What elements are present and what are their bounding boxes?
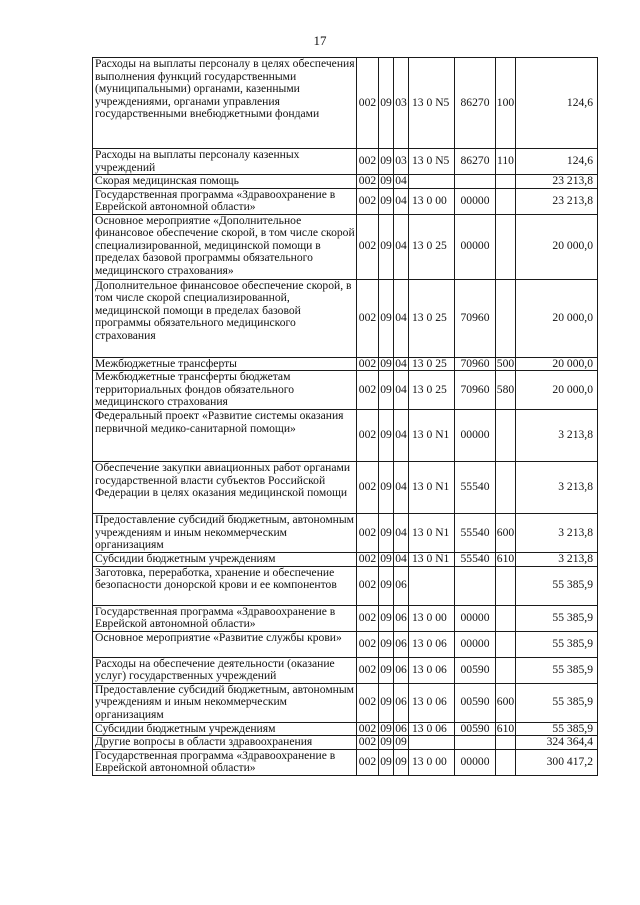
row-amount: 300 417,2 <box>516 749 598 775</box>
row-direction-code: 00000 <box>455 188 496 214</box>
row-section-code: 09 <box>379 58 394 149</box>
page-number: 17 <box>313 33 327 48</box>
row-amount: 3 213,8 <box>516 410 598 462</box>
row-section-code: 09 <box>379 410 394 462</box>
row-ved-code: 002 <box>357 279 379 357</box>
table-row <box>93 722 598 736</box>
row-direction-code: 55540 <box>455 462 496 514</box>
row-amount: 55 385,9 <box>516 631 598 657</box>
table-row <box>93 58 598 149</box>
row-amount: 23 213,8 <box>516 175 598 189</box>
row-subsection-code: 04 <box>394 410 409 462</box>
row-direction-code: 70960 <box>455 371 496 410</box>
row-amount: 23 213,8 <box>516 188 598 214</box>
row-name: Расходы на обеспечение деятельности (оказание услуг) государственных учреждений <box>93 657 357 683</box>
row-direction-code: 00000 <box>455 214 496 279</box>
row-direction-code: 70960 <box>455 279 496 357</box>
row-subsection-code: 06 <box>394 683 409 722</box>
row-amount: 20 000,0 <box>516 214 598 279</box>
row-program-code <box>409 175 455 189</box>
row-amount: 3 213,8 <box>516 553 598 567</box>
row-program-code: 13 0 25 <box>409 371 455 410</box>
row-amount: 20 000,0 <box>516 371 598 410</box>
row-program-code: 13 0 N5 <box>409 58 455 149</box>
budget-table-body <box>93 58 598 776</box>
row-expense-type-code <box>496 462 516 514</box>
row-section-code: 09 <box>379 214 394 279</box>
row-name: Межбюджетные трансферты <box>93 357 357 371</box>
row-subsection-code: 09 <box>394 749 409 775</box>
row-expense-type-code <box>496 631 516 657</box>
row-amount: 124,6 <box>516 149 598 175</box>
table-row <box>93 566 598 605</box>
row-subsection-code: 03 <box>394 149 409 175</box>
row-program-code <box>409 736 455 750</box>
row-expense-type-code <box>496 410 516 462</box>
row-subsection-code: 04 <box>395 174 407 187</box>
table-row <box>93 657 598 683</box>
row-program-code <box>409 566 455 605</box>
row-program-code: 13 0 N1 <box>409 553 455 567</box>
row-subsection-code: 04 <box>395 357 407 370</box>
row-section-code: 09 <box>379 279 394 357</box>
row-amount: 55 385,9 <box>516 605 598 631</box>
row-expense-type-code: 610 <box>496 552 515 565</box>
row-name: Межбюджетные трансферты бюджетам территориальных фондов обязательного медицинского страхования <box>93 371 357 410</box>
row-section-code: 09 <box>379 605 394 631</box>
row-direction-code: 00590 <box>455 683 496 722</box>
row-section-code: 09 <box>380 722 392 735</box>
row-expense-type-code <box>496 566 516 605</box>
row-subsection-code: 04 <box>394 514 409 553</box>
row-ved-code: 002 <box>357 214 379 279</box>
row-amount: 55 385,9 <box>516 722 598 736</box>
row-name: Государственная программа «Здравоохранение в Еврейской автономной области» <box>93 749 357 775</box>
row-expense-type-code <box>496 749 516 775</box>
table-row <box>93 462 598 514</box>
row-amount: 55 385,9 <box>516 683 598 722</box>
row-subsection-code: 06 <box>395 722 407 735</box>
budget-table <box>92 57 598 776</box>
row-program-code: 13 0 25 <box>409 357 455 371</box>
row-expense-type-code: 600 <box>496 683 516 722</box>
row-ved-code: 002 <box>357 410 379 462</box>
row-section-code: 09 <box>379 462 394 514</box>
row-name: Предоставление субсидий бюджетным, автономным учреждениям и иным некоммерческим организациям <box>93 683 357 722</box>
row-expense-type-code: 610 <box>496 722 515 735</box>
row-name: Государственная программа «Здравоохранение в Еврейской автономной области» <box>93 188 357 214</box>
table-row <box>93 683 598 722</box>
table-row <box>93 371 598 410</box>
row-direction-code: 00590 <box>455 657 496 683</box>
row-section-code: 09 <box>380 357 392 370</box>
row-direction-code <box>455 566 496 605</box>
row-direction-code: 86270 <box>455 149 496 175</box>
row-expense-type-code <box>496 188 516 214</box>
row-direction-code: 00000 <box>455 749 496 775</box>
row-direction-code: 00000 <box>455 410 496 462</box>
row-subsection-code: 04 <box>394 279 409 357</box>
row-ved-code: 002 <box>357 357 379 371</box>
row-direction-code: 86270 <box>455 58 496 149</box>
row-subsection-code: 03 <box>394 58 409 149</box>
row-section-code: 09 <box>379 514 394 553</box>
table-row <box>93 214 598 279</box>
row-ved-code: 002 <box>357 58 379 149</box>
row-ved-code: 002 <box>357 631 379 657</box>
row-expense-type-code: 600 <box>496 514 516 553</box>
row-expense-type-code <box>496 279 516 357</box>
row-program-code: 13 0 00 <box>409 188 455 214</box>
row-direction-code: 00590 <box>455 722 496 736</box>
row-ved-code: 002 <box>357 188 379 214</box>
row-amount: 3 213,8 <box>516 462 598 514</box>
row-program-code: 13 0 N5 <box>409 149 455 175</box>
row-subsection-code: 06 <box>394 605 409 631</box>
row-section-code: 09 <box>379 631 394 657</box>
row-subsection-code: 06 <box>394 657 409 683</box>
row-ved-code: 002 <box>357 736 379 750</box>
row-section-code: 09 <box>379 371 394 410</box>
row-section-code: 09 <box>380 552 392 565</box>
table-row <box>93 357 598 371</box>
row-name: Субсидии бюджетным учреждениям <box>93 553 357 567</box>
table-row <box>93 749 598 775</box>
row-program-code: 13 0 25 <box>409 214 455 279</box>
row-name: Другие вопросы в области здравоохранения <box>93 736 357 750</box>
row-subsection-code: 06 <box>394 631 409 657</box>
row-expense-type-code: 110 <box>496 149 516 175</box>
row-direction-code: 55540 <box>455 514 496 553</box>
row-amount: 20 000,0 <box>516 279 598 357</box>
row-name: Субсидии бюджетным учреждениям <box>93 722 357 736</box>
row-section-code: 09 <box>379 657 394 683</box>
row-subsection-code: 04 <box>394 462 409 514</box>
row-program-code: 13 0 00 <box>409 605 455 631</box>
table-row <box>93 631 598 657</box>
row-expense-type-code <box>496 605 516 631</box>
row-program-code: 13 0 06 <box>409 722 455 736</box>
row-program-code: 13 0 06 <box>409 657 455 683</box>
row-direction-code: 00000 <box>455 605 496 631</box>
row-direction-code <box>455 736 496 750</box>
row-amount: 324 364,4 <box>516 736 598 750</box>
row-expense-type-code <box>496 214 516 279</box>
table-row <box>93 279 598 357</box>
row-name: Основное мероприятие «Развитие службы крови» <box>93 631 357 657</box>
row-name: Дополнительное финансовое обеспечение скорой, в том числе скорой специализированной, медицинской помощи в пределах базовой программы обязательного медицинского страхования <box>93 279 357 357</box>
table-row <box>93 736 598 750</box>
row-ved-code: 002 <box>357 722 379 736</box>
row-ved-code: 002 <box>357 371 379 410</box>
row-subsection-code: 06 <box>394 566 409 605</box>
row-direction-code: 00000 <box>455 631 496 657</box>
row-ved-code: 002 <box>357 683 379 722</box>
row-section-code: 09 <box>379 683 394 722</box>
row-name: Расходы на выплаты персоналу казенных учреждений <box>93 149 357 175</box>
row-name: Государственная программа «Здравоохранение в Еврейской автономной области» <box>93 605 357 631</box>
row-program-code: 13 0 06 <box>409 683 455 722</box>
row-section-code: 09 <box>379 149 394 175</box>
table-row <box>93 410 598 462</box>
row-amount: 55 385,9 <box>516 657 598 683</box>
row-subsection-code: 04 <box>394 188 409 214</box>
table-row <box>93 605 598 631</box>
row-subsection-code: 04 <box>394 214 409 279</box>
row-section-code: 09 <box>380 735 392 748</box>
row-name: Скорая медицинская помощь <box>93 175 357 189</box>
row-name: Основное мероприятие «Дополнительное финансовое обеспечение скорой, в том числе скорой специализированной, медицинской помощи в пределах базовой программы обязательного медицинского страхования» <box>93 214 357 279</box>
row-expense-type-code <box>496 736 516 750</box>
row-section-code: 09 <box>380 174 392 187</box>
row-ved-code: 002 <box>357 553 379 567</box>
row-ved-code: 002 <box>357 657 379 683</box>
row-program-code: 13 0 N1 <box>409 462 455 514</box>
table-row <box>93 553 598 567</box>
row-ved-code: 002 <box>357 462 379 514</box>
row-section-code: 09 <box>379 188 394 214</box>
row-section-code: 09 <box>379 749 394 775</box>
row-amount: 55 385,9 <box>516 566 598 605</box>
row-program-code: 13 0 N1 <box>409 514 455 553</box>
row-ved-code: 002 <box>357 175 379 189</box>
row-ved-code: 002 <box>357 514 379 553</box>
row-program-code: 13 0 00 <box>409 749 455 775</box>
row-subsection-code: 04 <box>394 371 409 410</box>
row-name: Заготовка, переработка, хранение и обеспечение безопасности донорской крови и ее компонентов <box>93 566 357 605</box>
row-direction-code <box>455 175 496 189</box>
row-expense-type-code <box>496 657 516 683</box>
table-row <box>93 149 598 175</box>
row-subsection-code: 04 <box>395 552 407 565</box>
row-ved-code: 002 <box>357 566 379 605</box>
row-expense-type-code: 580 <box>496 371 516 410</box>
row-expense-type-code: 100 <box>496 58 516 149</box>
row-amount: 124,6 <box>516 58 598 149</box>
row-amount: 3 213,8 <box>516 514 598 553</box>
row-expense-type-code <box>496 175 516 189</box>
row-program-code: 13 0 06 <box>409 631 455 657</box>
row-name: Предоставление субсидий бюджетным, автономным учреждениям и иным некоммерческим организациям <box>93 514 357 553</box>
row-program-code: 13 0 N1 <box>409 410 455 462</box>
table-row <box>93 514 598 553</box>
row-ved-code: 002 <box>357 605 379 631</box>
row-name: Обеспечение закупки авиационных работ органами государственной власти субъектов Российской Федерации в целях оказания медицинской помощи <box>93 462 357 514</box>
row-subsection-code: 09 <box>395 735 407 748</box>
row-ved-code: 002 <box>357 749 379 775</box>
row-amount: 20 000,0 <box>516 357 598 371</box>
table-row <box>93 188 598 214</box>
table-row <box>93 175 598 189</box>
row-direction-code: 55540 <box>455 553 496 567</box>
row-name: Расходы на выплаты персоналу в целях обеспечения выполнения функций государственными (муниципальными) органами, казенными учреждениями, органами управления государственными внебюджетными фондами <box>93 58 357 149</box>
row-name: Федеральный проект «Развитие системы оказания первичной медико-санитарной помощи» <box>93 410 357 462</box>
row-direction-code: 70960 <box>455 357 496 371</box>
row-section-code: 09 <box>379 566 394 605</box>
row-ved-code: 002 <box>357 149 379 175</box>
row-expense-type-code: 500 <box>496 357 515 370</box>
row-program-code: 13 0 25 <box>409 279 455 357</box>
